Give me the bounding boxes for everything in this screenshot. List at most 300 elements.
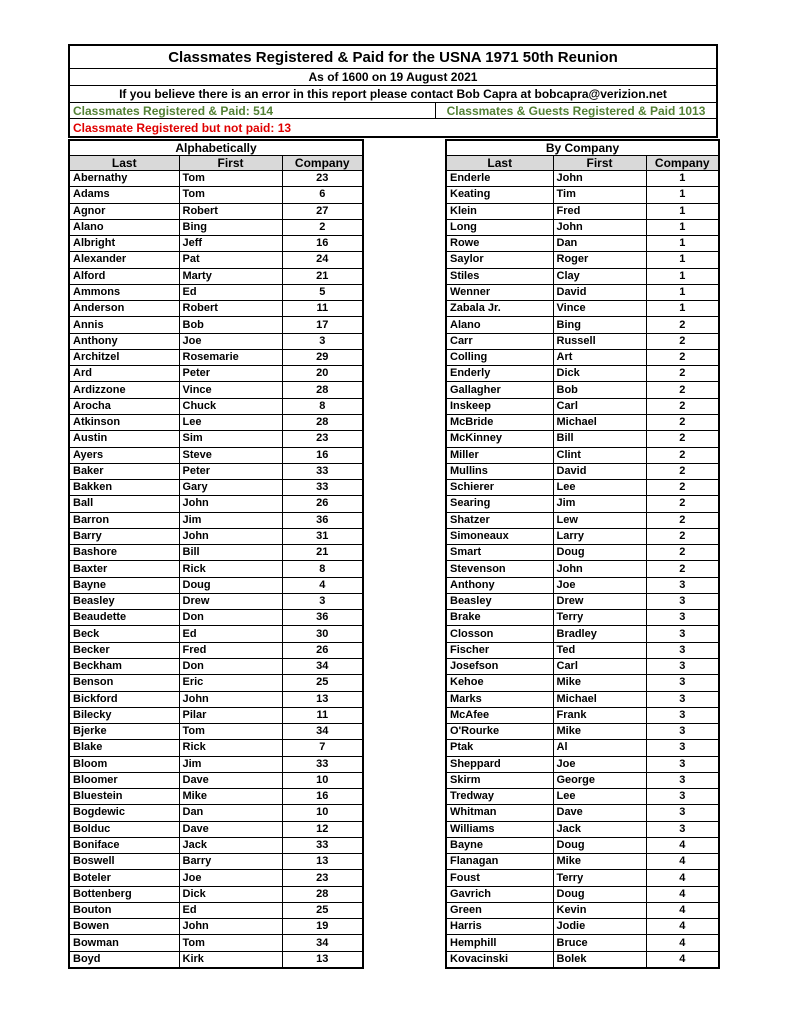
table-row <box>446 447 719 463</box>
last-cell: Tredway <box>446 789 553 805</box>
first-cell: Dick <box>553 366 646 382</box>
table-row <box>69 642 363 658</box>
company-cell: 25 <box>282 675 363 691</box>
table-row <box>446 512 719 528</box>
company-cell: 3 <box>646 707 719 723</box>
company-cell: 7 <box>282 740 363 756</box>
last-cell: Benson <box>69 675 179 691</box>
last-cell: McKinney <box>446 431 553 447</box>
table-row <box>446 772 719 788</box>
first-cell: John <box>179 691 282 707</box>
table-row <box>446 496 719 512</box>
first-cell: Bing <box>553 317 646 333</box>
first-cell: Michael <box>553 414 646 430</box>
last-cell: Long <box>446 219 553 235</box>
last-cell: Bowen <box>69 919 179 935</box>
last-cell: Annis <box>69 317 179 333</box>
company-cell: 2 <box>646 496 719 512</box>
table-row <box>446 561 719 577</box>
company-cell: 8 <box>282 398 363 414</box>
company-cell: 23 <box>282 870 363 886</box>
table-row <box>69 886 363 902</box>
column-header-row <box>446 156 719 171</box>
as-of-date: As of 1600 on 19 August 2021 <box>70 69 716 86</box>
company-cell: 4 <box>646 854 719 870</box>
first-cell: Vince <box>553 301 646 317</box>
company-cell: 3 <box>646 691 719 707</box>
last-cell: Bowman <box>69 935 179 951</box>
table-row <box>446 837 719 853</box>
company-cell: 2 <box>646 528 719 544</box>
last-cell: Agnor <box>69 203 179 219</box>
last-cell: Bogdewic <box>69 805 179 821</box>
last-cell: Bilecky <box>69 707 179 723</box>
company-cell: 1 <box>646 268 719 284</box>
first-cell: Dan <box>553 236 646 252</box>
first-cell: Michael <box>553 691 646 707</box>
classmates-registered-paid-count: Classmates Registered & Paid: 514 <box>70 103 436 118</box>
table-row <box>446 886 719 902</box>
last-cell: Alexander <box>69 252 179 268</box>
last-cell: Austin <box>69 431 179 447</box>
first-cell: Robert <box>179 301 282 317</box>
table-row <box>69 480 363 496</box>
company-cell: 4 <box>646 935 719 951</box>
last-cell: Bouton <box>69 902 179 918</box>
table-row <box>446 219 719 235</box>
first-cell: John <box>179 528 282 544</box>
last-cell: Simoneaux <box>446 528 553 544</box>
report-header-box <box>68 44 718 138</box>
first-cell: Eric <box>179 675 282 691</box>
last-cell: Beckham <box>69 658 179 674</box>
company-cell: 10 <box>282 772 363 788</box>
company-cell: 4 <box>646 902 719 918</box>
by-company-roster-table <box>445 139 720 969</box>
first-cell: Tom <box>179 724 282 740</box>
company-cell: 27 <box>282 203 363 219</box>
company-cell: 2 <box>646 447 719 463</box>
first-cell: Al <box>553 740 646 756</box>
company-cell: 2 <box>646 545 719 561</box>
table-row <box>446 642 719 658</box>
first-cell: Lee <box>553 789 646 805</box>
first-cell: Jack <box>553 821 646 837</box>
company-cell: 2 <box>646 414 719 430</box>
last-cell: Kehoe <box>446 675 553 691</box>
company-cell: 3 <box>646 805 719 821</box>
last-cell: Fischer <box>446 642 553 658</box>
last-cell: Enderle <box>446 171 553 187</box>
company-cell: 2 <box>646 512 719 528</box>
first-cell: Joe <box>179 333 282 349</box>
last-cell: Colling <box>446 349 553 365</box>
first-cell: Clint <box>553 447 646 463</box>
table-row <box>446 349 719 365</box>
last-cell: Marks <box>446 691 553 707</box>
first-cell: Sim <box>179 431 282 447</box>
table-row <box>69 366 363 382</box>
company-cell: 2 <box>646 463 719 479</box>
last-cell: Bayne <box>69 577 179 593</box>
table-row <box>446 919 719 935</box>
first-cell: John <box>179 919 282 935</box>
table-row <box>446 756 719 772</box>
last-cell: Sheppard <box>446 756 553 772</box>
first-cell: Doug <box>553 545 646 561</box>
table-row <box>446 821 719 837</box>
first-cell: Marty <box>179 268 282 284</box>
column-header-company: Company <box>646 156 719 171</box>
last-cell: McAfee <box>446 707 553 723</box>
company-cell: 33 <box>282 756 363 772</box>
first-cell: Dave <box>179 821 282 837</box>
first-cell: Drew <box>179 593 282 609</box>
last-cell: Ardizzone <box>69 382 179 398</box>
company-cell: 4 <box>646 837 719 853</box>
last-cell: Anderson <box>69 301 179 317</box>
company-cell: 4 <box>282 577 363 593</box>
table-row <box>446 577 719 593</box>
first-cell: John <box>553 171 646 187</box>
table-row <box>446 658 719 674</box>
last-cell: Gavrich <box>446 886 553 902</box>
table-row <box>69 610 363 626</box>
last-cell: Boteler <box>69 870 179 886</box>
last-cell: Flanagan <box>446 854 553 870</box>
table-row <box>446 203 719 219</box>
first-cell: Bradley <box>553 626 646 642</box>
table-row <box>69 528 363 544</box>
section-title-row <box>446 140 719 156</box>
last-cell: Adams <box>69 187 179 203</box>
first-cell: Chuck <box>179 398 282 414</box>
company-cell: 21 <box>282 545 363 561</box>
last-cell: Boyd <box>69 951 179 967</box>
company-cell: 13 <box>282 691 363 707</box>
company-cell: 1 <box>646 284 719 300</box>
last-cell: Baker <box>69 463 179 479</box>
table-row <box>69 789 363 805</box>
last-cell: Bjerke <box>69 724 179 740</box>
section-title-by-company: By Company <box>446 140 719 156</box>
first-cell: Don <box>179 610 282 626</box>
first-cell: Mike <box>179 789 282 805</box>
last-cell: Anthony <box>446 577 553 593</box>
last-cell: Abernathy <box>69 171 179 187</box>
first-cell: Terry <box>553 610 646 626</box>
first-cell: Bill <box>179 545 282 561</box>
last-cell: Rowe <box>446 236 553 252</box>
last-cell: Keating <box>446 187 553 203</box>
table-row <box>69 821 363 837</box>
table-row <box>69 919 363 935</box>
last-cell: Beaudette <box>69 610 179 626</box>
company-cell: 2 <box>282 219 363 235</box>
company-cell: 3 <box>646 593 719 609</box>
first-cell: Fred <box>179 642 282 658</box>
table-row <box>69 561 363 577</box>
first-cell: John <box>553 561 646 577</box>
company-cell: 26 <box>282 496 363 512</box>
table-row <box>69 935 363 951</box>
company-cell: 34 <box>282 658 363 674</box>
table-row <box>69 902 363 918</box>
table-row <box>69 252 363 268</box>
last-cell: Enderly <box>446 366 553 382</box>
company-cell: 2 <box>646 366 719 382</box>
table-row <box>446 935 719 951</box>
by-company-roster-body <box>446 171 719 968</box>
first-cell: Lee <box>179 414 282 430</box>
table-row <box>69 447 363 463</box>
company-cell: 30 <box>282 626 363 642</box>
first-cell: Terry <box>553 870 646 886</box>
table-row <box>69 219 363 235</box>
table-row <box>69 398 363 414</box>
first-cell: Doug <box>179 577 282 593</box>
first-cell: Frank <box>553 707 646 723</box>
company-cell: 3 <box>646 789 719 805</box>
first-cell: Bing <box>179 219 282 235</box>
first-cell: Dan <box>179 805 282 821</box>
column-header-last: Last <box>69 156 179 171</box>
last-cell: Gallagher <box>446 382 553 398</box>
table-row <box>446 382 719 398</box>
table-row <box>69 691 363 707</box>
first-cell: Jim <box>553 496 646 512</box>
last-cell: Williams <box>446 821 553 837</box>
last-cell: Miller <box>446 447 553 463</box>
first-cell: Steve <box>179 447 282 463</box>
table-row <box>446 284 719 300</box>
company-cell: 3 <box>646 740 719 756</box>
company-cell: 1 <box>646 301 719 317</box>
last-cell: Stiles <box>446 268 553 284</box>
column-header-first: First <box>179 156 282 171</box>
table-row <box>69 317 363 333</box>
first-cell: Ed <box>179 902 282 918</box>
last-cell: Architzel <box>69 349 179 365</box>
last-cell: Foust <box>446 870 553 886</box>
table-row <box>69 382 363 398</box>
table-row <box>446 902 719 918</box>
first-cell: Dave <box>179 772 282 788</box>
company-cell: 23 <box>282 171 363 187</box>
table-row <box>69 593 363 609</box>
last-cell: Brake <box>446 610 553 626</box>
company-cell: 6 <box>282 187 363 203</box>
first-cell: Tom <box>179 187 282 203</box>
first-cell: Jim <box>179 756 282 772</box>
table-row <box>446 724 719 740</box>
first-cell: Russell <box>553 333 646 349</box>
last-cell: Bloomer <box>69 772 179 788</box>
company-cell: 24 <box>282 252 363 268</box>
last-cell: O'Rourke <box>446 724 553 740</box>
last-cell: Becker <box>69 642 179 658</box>
column-header-last: Last <box>446 156 553 171</box>
first-cell: Mike <box>553 854 646 870</box>
table-row <box>446 431 719 447</box>
first-cell: Tom <box>179 935 282 951</box>
last-cell: Bakken <box>69 480 179 496</box>
table-row <box>446 317 719 333</box>
last-cell: Beasley <box>446 593 553 609</box>
last-cell: Beck <box>69 626 179 642</box>
table-row <box>69 740 363 756</box>
first-cell: Rosemarie <box>179 349 282 365</box>
company-cell: 36 <box>282 512 363 528</box>
company-cell: 3 <box>646 675 719 691</box>
company-cell: 8 <box>282 561 363 577</box>
first-cell: Drew <box>553 593 646 609</box>
table-row <box>446 398 719 414</box>
company-cell: 4 <box>646 919 719 935</box>
table-row <box>446 252 719 268</box>
company-cell: 3 <box>646 577 719 593</box>
last-cell: Harris <box>446 919 553 935</box>
company-cell: 13 <box>282 951 363 967</box>
company-cell: 16 <box>282 447 363 463</box>
company-cell: 17 <box>282 317 363 333</box>
company-cell: 12 <box>282 821 363 837</box>
company-cell: 29 <box>282 349 363 365</box>
first-cell: Bolek <box>553 951 646 967</box>
first-cell: Gary <box>179 480 282 496</box>
table-row <box>446 626 719 642</box>
table-row <box>69 805 363 821</box>
last-cell: Searing <box>446 496 553 512</box>
last-cell: Klein <box>446 203 553 219</box>
column-header-row <box>69 156 363 171</box>
table-row <box>69 675 363 691</box>
table-row <box>446 463 719 479</box>
company-cell: 2 <box>646 317 719 333</box>
alphabetical-roster-body <box>69 171 363 968</box>
last-cell: Bashore <box>69 545 179 561</box>
first-cell: Rick <box>179 740 282 756</box>
table-row <box>446 333 719 349</box>
last-cell: Josefson <box>446 658 553 674</box>
company-cell: 3 <box>646 658 719 674</box>
first-cell: Ted <box>553 642 646 658</box>
company-cell: 1 <box>646 203 719 219</box>
table-row <box>446 707 719 723</box>
table-row <box>446 951 719 967</box>
last-cell: Shatzer <box>446 512 553 528</box>
table-row <box>446 301 719 317</box>
alphabetical-roster-table <box>68 139 364 969</box>
table-row <box>446 805 719 821</box>
company-cell: 16 <box>282 236 363 252</box>
company-cell: 28 <box>282 414 363 430</box>
last-cell: Arocha <box>69 398 179 414</box>
first-cell: John <box>553 219 646 235</box>
table-row <box>69 772 363 788</box>
first-cell: Vince <box>179 382 282 398</box>
first-cell: Fred <box>553 203 646 219</box>
first-cell: Carl <box>553 658 646 674</box>
company-cell: 10 <box>282 805 363 821</box>
company-cell: 3 <box>646 626 719 642</box>
company-cell: 25 <box>282 902 363 918</box>
table-row <box>446 675 719 691</box>
table-row <box>446 691 719 707</box>
company-cell: 4 <box>646 951 719 967</box>
column-header-company: Company <box>282 156 363 171</box>
company-cell: 2 <box>646 561 719 577</box>
company-cell: 33 <box>282 463 363 479</box>
table-row <box>69 284 363 300</box>
first-cell: Jeff <box>179 236 282 252</box>
last-cell: Boswell <box>69 854 179 870</box>
last-cell: Carr <box>446 333 553 349</box>
error-contact-note: If you believe there is an error in this report please contact Bob Capra at bobcapra@verizion.net <box>70 86 716 103</box>
company-cell: 4 <box>646 870 719 886</box>
table-row <box>69 512 363 528</box>
last-cell: Alano <box>446 317 553 333</box>
table-row <box>69 724 363 740</box>
company-cell: 4 <box>646 886 719 902</box>
registration-counts-row <box>70 103 716 119</box>
last-cell: Blake <box>69 740 179 756</box>
company-cell: 33 <box>282 480 363 496</box>
first-cell: Pilar <box>179 707 282 723</box>
company-cell: 3 <box>646 772 719 788</box>
table-row <box>446 740 719 756</box>
company-cell: 1 <box>646 219 719 235</box>
company-cell: 1 <box>646 252 719 268</box>
last-cell: Smart <box>446 545 553 561</box>
first-cell: George <box>553 772 646 788</box>
company-cell: 13 <box>282 854 363 870</box>
section-title-row <box>69 140 363 156</box>
table-row <box>446 610 719 626</box>
last-cell: Bolduc <box>69 821 179 837</box>
last-cell: Alano <box>69 219 179 235</box>
last-cell: Alford <box>69 268 179 284</box>
table-row <box>69 268 363 284</box>
last-cell: Ptak <box>446 740 553 756</box>
table-row <box>446 528 719 544</box>
first-cell: Pat <box>179 252 282 268</box>
column-header-first: First <box>553 156 646 171</box>
last-cell: Boniface <box>69 837 179 853</box>
first-cell: Robert <box>179 203 282 219</box>
company-cell: 34 <box>282 935 363 951</box>
company-cell: 2 <box>646 431 719 447</box>
first-cell: David <box>553 284 646 300</box>
table-row <box>69 658 363 674</box>
table-row <box>446 854 719 870</box>
last-cell: Bluestein <box>69 789 179 805</box>
table-row <box>69 854 363 870</box>
first-cell: Bruce <box>553 935 646 951</box>
table-row <box>446 593 719 609</box>
first-cell: Larry <box>553 528 646 544</box>
first-cell: Bill <box>553 431 646 447</box>
company-cell: 16 <box>282 789 363 805</box>
company-cell: 11 <box>282 707 363 723</box>
last-cell: Skirm <box>446 772 553 788</box>
first-cell: Joe <box>179 870 282 886</box>
first-cell: Roger <box>553 252 646 268</box>
first-cell: Clay <box>553 268 646 284</box>
last-cell: Schierer <box>446 480 553 496</box>
first-cell: Jodie <box>553 919 646 935</box>
last-cell: Bottenberg <box>69 886 179 902</box>
